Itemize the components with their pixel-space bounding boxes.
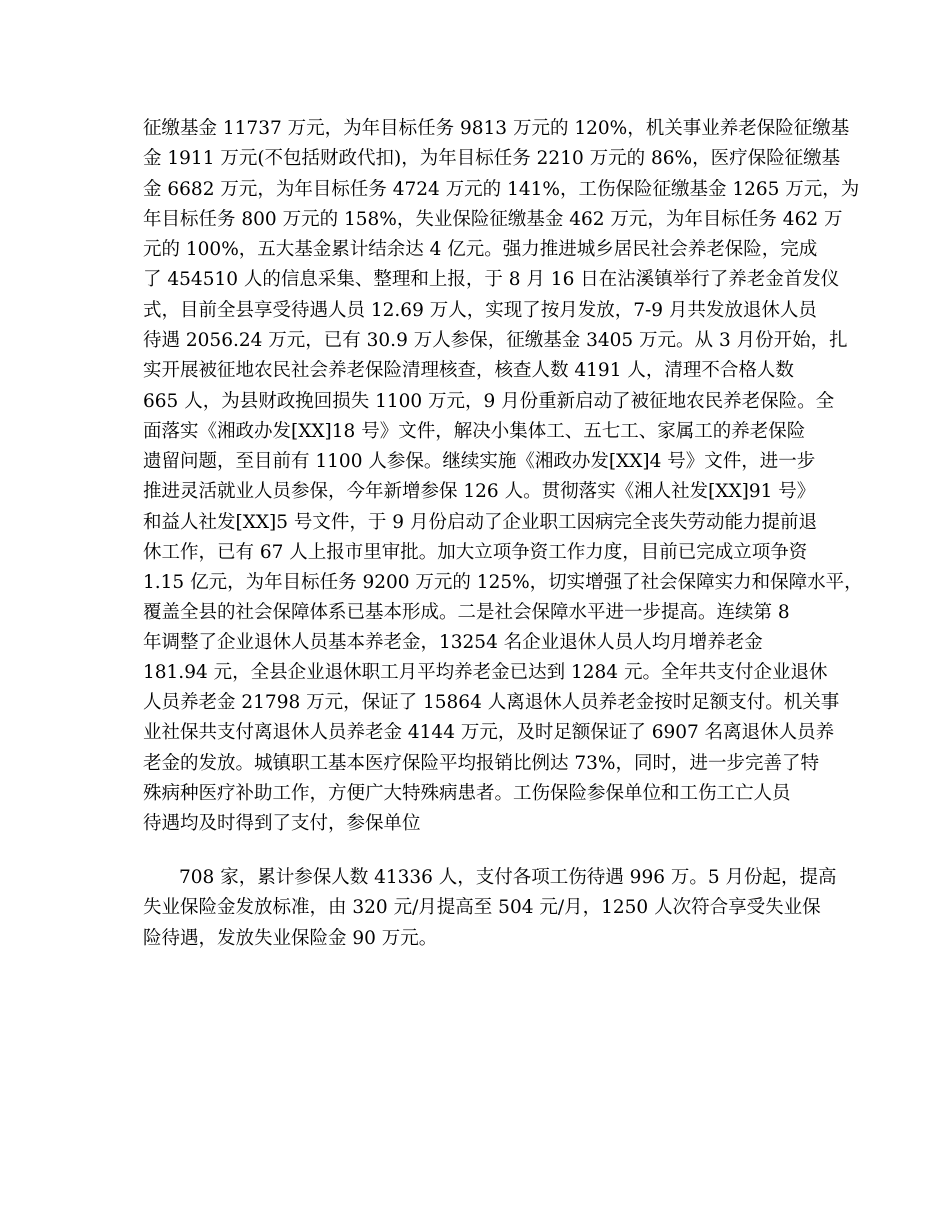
- text-line: 金 1911 万元(不包括财政代扣)，为年目标任务 2210 万元的 86%，医疗保险征缴基: [143, 148, 841, 169]
- text-line: 待遇 2056.24 万元，已有 30.9 万人参保，征缴基金 3405 万元。从 3 月份开始，扎: [143, 330, 848, 351]
- text-line: 休工作，已有 67 人上报市里审批。加大立项争资工作力度，目前已完成立项争资: [143, 542, 808, 563]
- text-line: 殊病种医疗补助工作，方便广大特殊病患者。工伤保险参保单位和工伤工亡人员: [143, 783, 791, 804]
- text-line: 业社保共支付离退休人员养老金 4144 万元，及时足额保证了 6907 名离退休人员养: [143, 722, 835, 743]
- text-line: 和益人社发[XX]5 号文件，于 9 月份启动了企业职工因病完全丧失劳动能力提前退: [143, 512, 817, 533]
- text-line: 1.15 亿元，为年目标任务 9200 万元的 125%，切实增强了社会保障实力和保障水平，: [143, 572, 863, 593]
- text-line: 金 6682 万元，为年目标任务 4724 万元的 141%，工伤保险征缴基金 1265 万元，为: [143, 179, 860, 200]
- text-line: 险待遇，发放失业保险金 90 万元。: [143, 928, 438, 949]
- text-line: 面落实《湘政办发[XX]18 号》文件，解决小集体工、五七工、家属工的养老保险: [143, 421, 806, 442]
- text-line: 征缴基金 11737 万元，为年目标任务 9813 万元的 120%，机关事业养老保险征缴基: [143, 118, 850, 139]
- text-line: 年目标任务 800 万元的 158%，失业保险征缴基金 462 万元，为年目标任务 462 万: [143, 209, 843, 230]
- text-line: 181.94 元，全县企业退休职工月平均养老金已达到 1284 元。全年共支付企业退休: [143, 662, 828, 683]
- text-line: 实开展被征地农民社会养老保险清理核查，核查人数 4191 人，清理不合格人数: [143, 360, 794, 381]
- text-line: 推进灵活就业人员参保，今年新增参保 126 人。贯彻落实《湘人社发[XX]91 号》: [143, 481, 816, 502]
- text-line: 遗留问题，至目前有 1100 人参保。继续实施《湘政办发[XX]4 号》文件，进一步: [143, 451, 816, 472]
- text-line: 元的 100%，五大基金累计结余达 4 亿元。强力推进城乡居民社会养老保险，完成: [143, 239, 818, 260]
- text-line: 人员养老金 21798 万元，保证了 15864 人离退休人员养老金按时足额支付。机关事: [143, 692, 840, 713]
- text-line: 708 家，累计参保人数 41336 人，支付各项工伤待遇 996 万。5 月份起，提高: [179, 867, 837, 888]
- text-line: 老金的发放。城镇职工基本医疗保险平均报销比例达 73%，同时，进一步完善了特: [143, 753, 820, 774]
- text-line: 年调整了企业退休人员基本养老金，13254 名企业退休人员人均月增养老金: [143, 632, 763, 653]
- text-line: 665 人，为县财政挽回损失 1100 万元，9 月份重新启动了被征地农民养老保险。全: [143, 391, 835, 412]
- text-line: 失业保险金发放标准，由 320 元/月提高至 504 元/月，1250 人次符合享受失业保: [143, 897, 821, 918]
- text-line: 覆盖全县的社会保障体系已基本形成。二是社会保障水平进一步提高。连续第 8: [143, 602, 790, 623]
- text-line: 式，目前全县享受待遇人员 12.69 万人，实现了按月发放，7-9 月共发放退休人员: [143, 300, 817, 321]
- text-line: 了 454510 人的信息采集、整理和上报，于 8 月 16 日在沾溪镇举行了养老金首发仪: [143, 269, 840, 290]
- text-line: 待遇均及时得到了支付，参保单位: [143, 813, 421, 834]
